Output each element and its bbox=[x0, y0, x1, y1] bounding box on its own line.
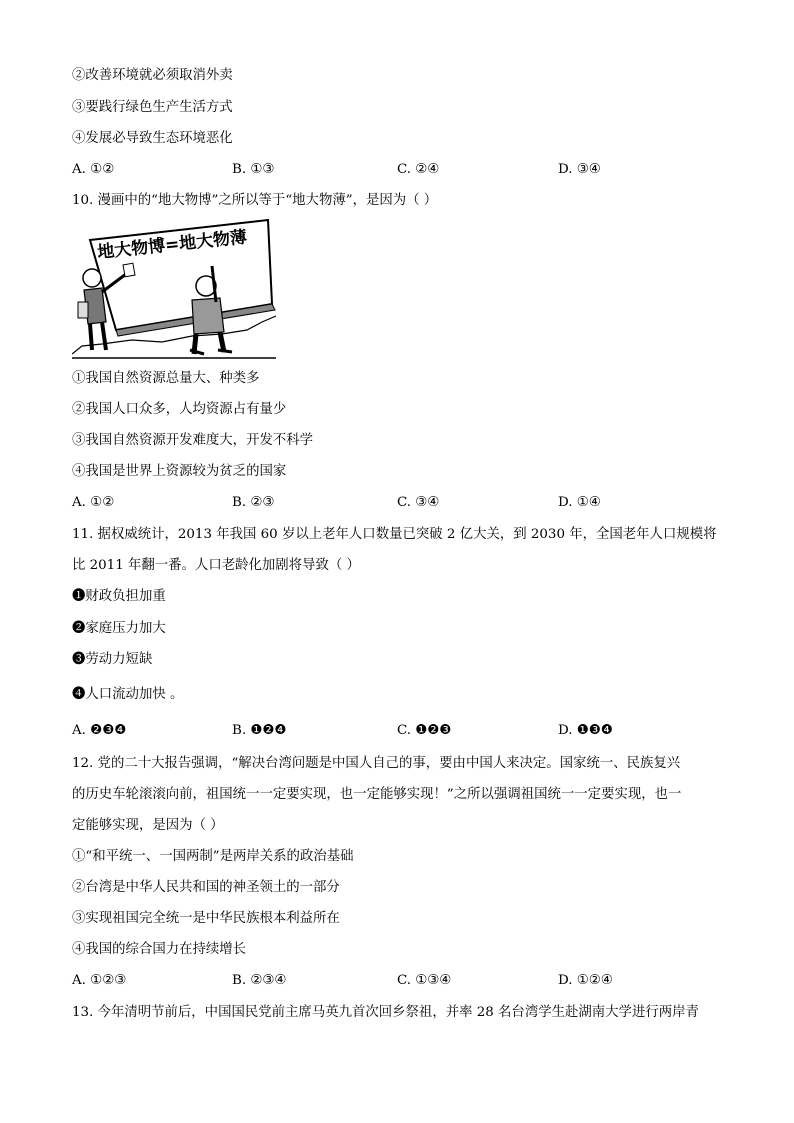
q10-option-3: ③我国自然资源开发难度大，开发不科学 bbox=[72, 433, 314, 448]
q12-stem-line-3: 定能够实现，是因为（ ） bbox=[72, 818, 224, 833]
q12-stem-line-2: 的历史车轮滚滚向前，祖国统一一定要实现，也一定能够实现！”之所以强调祖国统一一定要实现，也一 bbox=[72, 787, 682, 802]
q11-choice-b: B. ❶❷❹ bbox=[232, 723, 287, 738]
q10-option-2: ②我国人口众多，人均资源占有量少 bbox=[72, 402, 287, 417]
cartoon-caption: 地大物博=地大物薄 bbox=[96, 227, 248, 263]
q12-choice-c: C. ①③④ bbox=[397, 973, 452, 988]
q9-option-4: ④发展必导致生态环境恶化 bbox=[72, 131, 233, 146]
q9-choice-a: A. ①② bbox=[72, 162, 115, 177]
q10-choice-d: D. ①④ bbox=[558, 495, 601, 510]
q10-stem: 10. 漫画中的“地大物博”之所以等于“地大物薄”，是因为（ ） bbox=[72, 193, 438, 208]
q12-option-4: ④我国的综合国力在持续增长 bbox=[72, 942, 247, 957]
q12-option-2: ②台湾是中华人民共和国的神圣领土的一部分 bbox=[72, 880, 340, 895]
q9-choice-d: D. ③④ bbox=[558, 162, 601, 177]
q11-choice-d: D. ❶❸❹ bbox=[558, 723, 613, 738]
q12-option-1: ①“和平统一、一国两制”是两岸关系的政治基础 bbox=[72, 849, 354, 864]
q10-option-1: ①我国自然资源总量大、种类多 bbox=[72, 371, 260, 386]
q11-stem-line-1: 11. 据权威统计，2013 年我国 60 岁以上老年人口数量已突破 2 亿大关，到 2030 年，全国老年人口规模将 bbox=[72, 527, 717, 542]
q12-choice-b: B. ②③④ bbox=[232, 973, 287, 988]
q9-choice-b: B. ①③ bbox=[232, 162, 275, 177]
q11-choice-a: A. ❷❸❹ bbox=[72, 723, 127, 738]
q10-choice-b: B. ②③ bbox=[232, 495, 275, 510]
q12-option-3: ③实现祖国完全统一是中华民族根本利益所在 bbox=[72, 911, 340, 926]
q12-stem-line-1: 12. 党的二十大报告强调，“解决台湾问题是中国人自己的事，要由中国人来决定。国家统一、民族复兴 bbox=[72, 756, 681, 771]
q10-option-4: ④我国是世界上资源较为贫乏的国家 bbox=[72, 464, 287, 479]
cartoon-drawing bbox=[72, 218, 276, 360]
q12-choice-a: A. ①②③ bbox=[72, 973, 127, 988]
q11-option-2: ❷家庭压力加大 bbox=[72, 621, 166, 636]
q9-option-3: ③要践行绿色生产生活方式 bbox=[72, 100, 233, 115]
q9-choice-c: C. ②④ bbox=[397, 162, 440, 177]
q11-option-4: ❹人口流动加快 。 bbox=[72, 687, 184, 702]
q11-choice-c: C. ❶❷❸ bbox=[397, 723, 452, 738]
q13-stem-line-1: 13. 今年清明节前后，中国国民党前主席马英九首次回乡祭祖，并率 28 名台湾学生赴湖南大学进行两岸青 bbox=[72, 1005, 699, 1020]
q11-stem-line-2: 比 2011 年翻一番。人口老龄化加剧将导致（ ） bbox=[72, 558, 360, 573]
cartoon-illustration bbox=[72, 218, 276, 360]
q10-choice-a: A. ①② bbox=[72, 495, 115, 510]
q9-option-2: ②改善环境就必须取消外卖 bbox=[72, 68, 233, 83]
q11-option-1: ❶财政负担加重 bbox=[72, 589, 166, 604]
q10-choice-c: C. ③④ bbox=[397, 495, 440, 510]
q12-choice-d: D. ①②④ bbox=[558, 973, 613, 988]
q11-option-3: ❸劳动力短缺 bbox=[72, 652, 153, 667]
